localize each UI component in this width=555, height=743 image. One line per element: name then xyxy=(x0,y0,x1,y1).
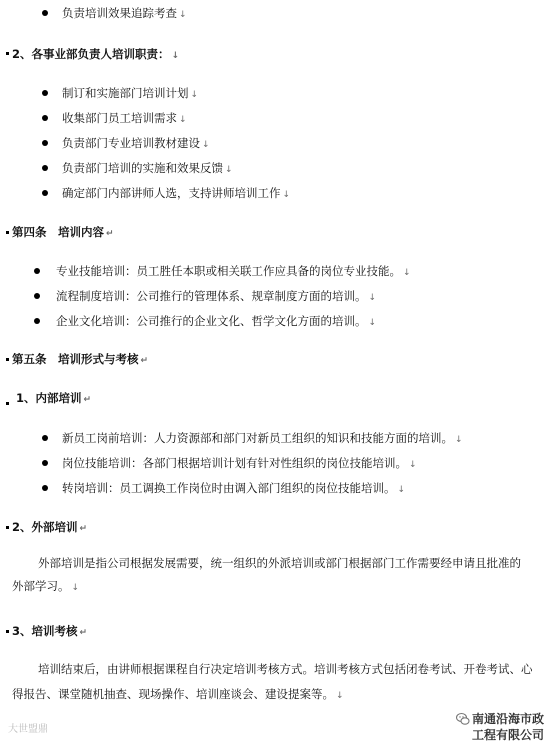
article-heading: 第四条 培训内容 ↵ xyxy=(12,225,114,239)
paragraph-mark-icon: ↓ xyxy=(403,268,411,278)
section-heading: 2、各事业部负责人培训职责： ↓ xyxy=(12,47,180,61)
account-name: 南通沿海市政工程有限公司 xyxy=(472,712,545,742)
paragraph-mark-icon: ↓ xyxy=(171,51,180,61)
bullet-icon xyxy=(34,293,40,299)
bullet-icon xyxy=(42,460,48,466)
bullet-icon xyxy=(42,10,48,16)
list-item: 企业文化培训：公司推行的企业文化、哲学文化方面的培训。 ↓ xyxy=(56,314,377,328)
paragraph-mark-icon: ↓ xyxy=(190,90,199,100)
bullet-icon xyxy=(42,435,48,441)
paragraph-mark-icon: ↵ xyxy=(79,628,88,638)
paragraph-mark-icon: ↓ xyxy=(71,583,80,593)
paragraph-line: 得报告、课堂随机抽查、现场操作、培训座谈会、建设提案等。 ↓ xyxy=(12,687,344,701)
list-item: 流程制度培训：公司推行的管理体系、规章制度方面的培训。 ↓ xyxy=(56,289,377,303)
wechat-icon xyxy=(456,712,470,726)
paragraph-marker-icon xyxy=(6,630,9,633)
paragraph-marker-icon xyxy=(6,402,9,405)
paragraph-mark-icon: ↓ xyxy=(368,293,377,303)
bullet-icon xyxy=(42,115,48,121)
list-item: 转岗培训：员工调换工作岗位时由调入部门组织的岗位技能培训。 ↓ xyxy=(62,481,406,495)
subsection-heading: 2、外部培训 ↵ xyxy=(12,520,88,534)
list-item: 新员工岗前培训：人力资源部和部门对新员工组织的知识和技能方面的培训。 ↓ xyxy=(62,431,463,445)
paragraph-marker-icon xyxy=(6,231,9,234)
paragraph-line: 外部培训是指公司根据发展需要，统一组织的外派培训或部门根据部门工作需要经申请且批准的 xyxy=(38,556,521,570)
list-item: 收集部门员工培训需求 ↓ xyxy=(62,111,187,125)
bullet-icon xyxy=(42,485,48,491)
paragraph-mark-icon: ↓ xyxy=(282,190,291,200)
bullet-icon xyxy=(34,268,40,274)
paragraph-mark-icon: ↵ xyxy=(140,356,149,366)
bullet-icon xyxy=(42,90,48,96)
list-item: 专业技能培训：员工胜任本职或相关联工作应具备的岗位专业技能。 ↓ xyxy=(56,264,411,278)
paragraph-line: 培训结束后，由讲师根据课程自行决定培训考核方式。培训考核方式包括闭卷考试、开卷考试、心 xyxy=(38,662,533,676)
list-item: 负责培训效果追踪考查 ↓ xyxy=(62,6,187,20)
subsection-heading: 3、培训考核 ↵ xyxy=(12,624,88,638)
watermark-text: 大世盟鼎 xyxy=(8,724,48,735)
list-item: 确定部门内部讲师人选，支持讲师培训工作 ↓ xyxy=(62,186,291,200)
paragraph-mark-icon: ↓ xyxy=(397,485,406,495)
paragraph-mark-icon: ↓ xyxy=(368,318,377,328)
bullet-icon xyxy=(42,190,48,196)
bullet-icon xyxy=(34,318,40,324)
paragraph-mark-icon: ↓ xyxy=(455,435,463,445)
paragraph-mark-icon: ↓ xyxy=(179,115,187,125)
paragraph-mark-icon: ↓ xyxy=(225,165,233,175)
paragraph-mark-icon: ↓ xyxy=(336,691,344,701)
bullet-icon xyxy=(42,140,48,146)
list-item: 岗位技能培训：各部门根据培训计划有针对性组织的岗位技能培训。 ↓ xyxy=(62,456,417,470)
bullet-icon xyxy=(42,165,48,171)
article-heading: 第五条 培训形式与考核 ↵ xyxy=(12,352,149,366)
paragraph-marker-icon xyxy=(6,52,9,55)
list-item: 负责部门专业培训教材建设 ↓ xyxy=(62,136,210,150)
subsection-heading: 1、内部培训 ↵ xyxy=(16,391,92,405)
paragraph-mark-icon: ↓ xyxy=(202,140,210,150)
list-item: 制订和实施部门培训计划 ↓ xyxy=(62,86,199,100)
paragraph-mark-icon: ↵ xyxy=(106,229,114,239)
paragraph-mark-icon: ↓ xyxy=(409,460,417,470)
paragraph-mark-icon: ↵ xyxy=(79,524,88,534)
paragraph-line: 外部学习。 ↓ xyxy=(12,579,80,593)
paragraph-marker-icon xyxy=(6,358,9,361)
paragraph-mark-icon: ↓ xyxy=(179,10,187,20)
paragraph-mark-icon: ↵ xyxy=(83,395,92,405)
paragraph-marker-icon xyxy=(6,526,9,529)
list-item: 负责部门培训的实施和效果反馈 ↓ xyxy=(62,161,233,175)
